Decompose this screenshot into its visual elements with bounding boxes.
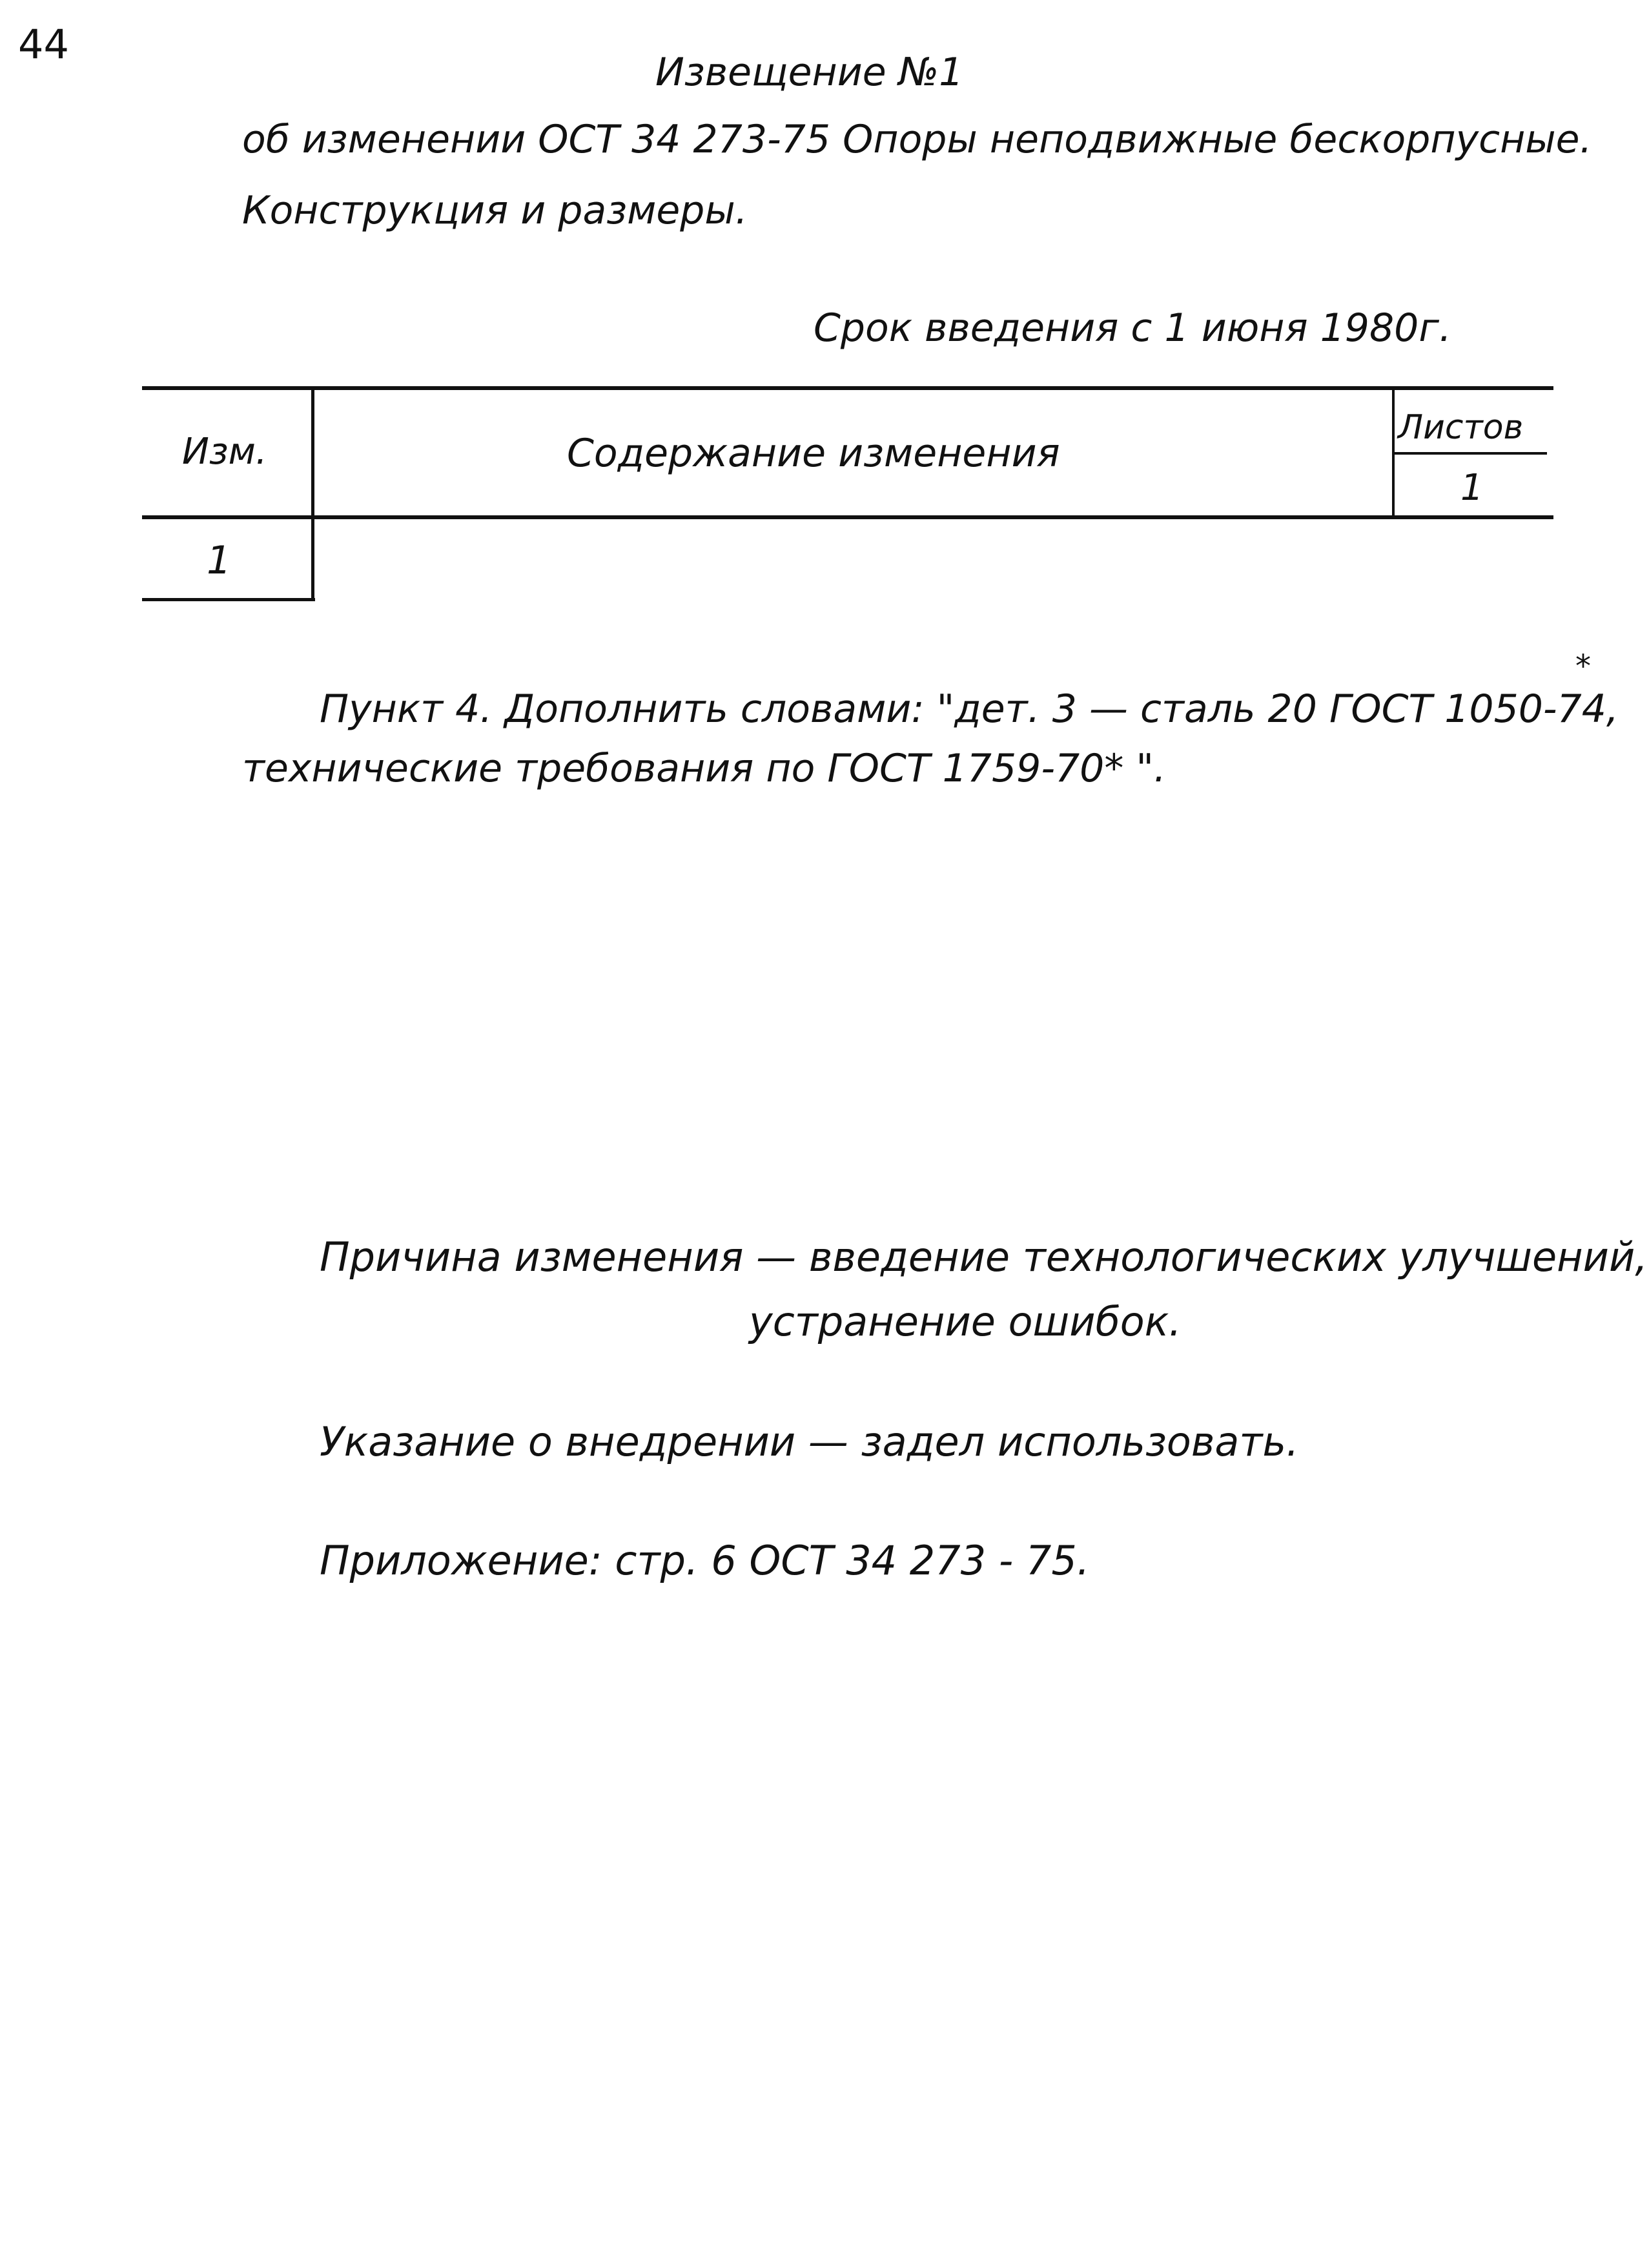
table-top-rule: [142, 386, 1553, 390]
table-header-bottom-rule: [142, 515, 1553, 519]
effective-date: Срок введения с 1 июня 1980г.: [814, 305, 1451, 351]
notice-title: Извещение №1: [655, 50, 964, 95]
table-column-divider-left: [311, 387, 314, 601]
appendix-note: Приложение: стр. 6 ОСТ 34 273 - 75.: [320, 1537, 1090, 1584]
clause-text-line-1: Пункт 4. Дополнить словами: "дет. 3 — сталь 20 ГОСТ 1050-74,: [320, 686, 1619, 732]
column-header-content: Содержание изменения: [567, 431, 1060, 476]
sheets-fraction-rule: [1392, 452, 1547, 455]
reason-line-2: устранение ошибок.: [749, 1298, 1182, 1345]
column-header-sheets: Листов: [1398, 408, 1524, 447]
footnote-asterisk: *: [1575, 648, 1591, 685]
clause-text-line-2: технические требования по ГОСТ 1759-70* ".: [242, 746, 1167, 791]
sheets-count: 1: [1460, 467, 1484, 509]
implementation-note: Указание о внедрении — задел использовать.: [320, 1418, 1299, 1465]
notice-subject-line-1: об изменении ОСТ 34 273-75 Опоры неподвижные бескорпусные.: [242, 117, 1592, 162]
column-header-change-no: Изм.: [182, 431, 267, 473]
table-row-bottom-rule: [142, 598, 315, 601]
notice-subject-line-2: Конструкция и размеры.: [242, 188, 748, 233]
reason-line-1: Причина изменения — введение технологических улучшений,: [320, 1233, 1648, 1281]
change-number-cell: 1: [207, 538, 232, 583]
page-number: 44: [18, 21, 69, 68]
